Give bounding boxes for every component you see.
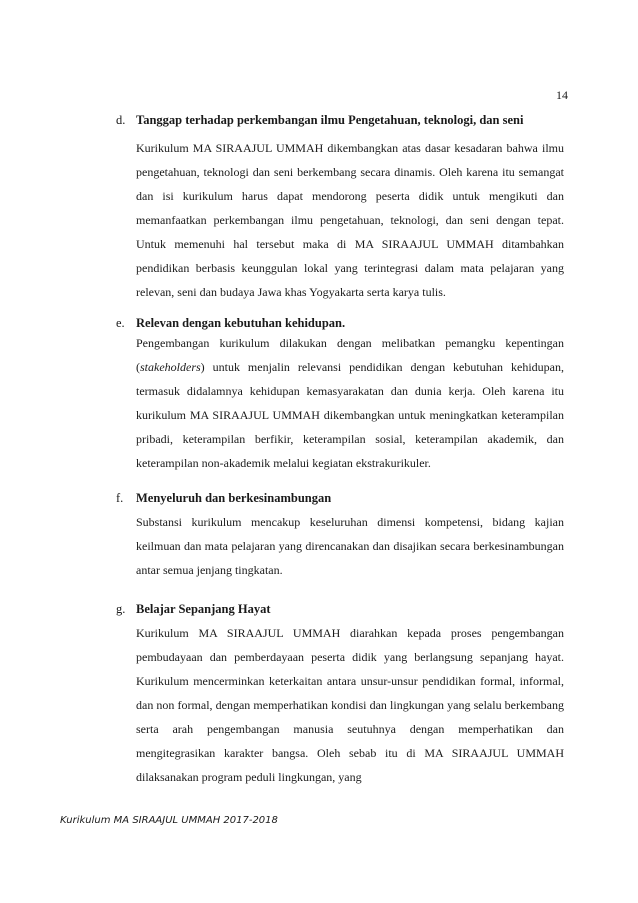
page-number: 14 xyxy=(556,88,568,102)
section-body: Kurikulum MA SIRAAJUL UMMAH diarahkan kepada proses pengembangan pembudayaan dan pemberdayaan peserta didik yang berlangsung sepanjang hayat. Kurikulum mencerminkan keterkaitan antara unsur-unsur pendidikan formal, informal, dan non formal, dengan memperhatikan kondisi dan lingkungan yang selalu berkembang serta arah pengembangan manusia seutuhnya dengan memperhatikan dan mengitegrasikan karakter bangsa. Oleh sebab itu di MA SIRAAJUL UMMAH dilaksanakan program peduli lingkungan, yang xyxy=(136,626,564,784)
section-heading xyxy=(116,112,564,128)
section-e xyxy=(116,315,564,475)
section-title: Relevan dengan kebutuhan kehidupan. xyxy=(136,316,346,330)
section-letter: g. xyxy=(116,602,126,616)
section-heading xyxy=(116,315,564,331)
body-text: Pengembangan kurikulum dilakukan dengan melibatkan pemangku kepentingan ( xyxy=(136,336,564,374)
body-italic-term: stakeholders xyxy=(140,360,201,374)
section-body xyxy=(136,331,564,475)
section-f xyxy=(116,490,564,582)
section-heading xyxy=(116,490,564,506)
section-body: Substansi kurikulum mencakup keseluruhan dimensi kompetensi, bidang kajian keilmuan dan mata pelajaran yang direncanakan dan disajikan secara berkesinambungan antar semua jenjang tingkatan. xyxy=(136,515,564,577)
section-letter: e. xyxy=(116,316,125,330)
section-body: Kurikulum MA SIRAAJUL UMMAH dikembangkan atas dasar kesadaran bahwa ilmu pengetahuan, teknologi dan seni berkembang secara dinamis. Oleh karena itu semangat dan isi kurikulum harus dapat mendorong peserta didik untuk mengikuti dan memanfaatkan perkembangan ilmu pengetahuan, teknologi, dan seni dengan tepat. Untuk memenuhi hal tersebut maka di MA SIRAAJUL UMMAH ditambahkan pendidikan berbasis keunggulan lokal yang terintegrasi dalam mata pelajaran yang relevan, seni dan budaya Jawa khas Yogyakarta serta karya tulis. xyxy=(136,141,564,299)
section-title: Belajar Sepanjang Hayat xyxy=(136,602,271,616)
section-heading xyxy=(116,601,564,617)
section-letter: f. xyxy=(116,491,124,505)
section-title: Menyeluruh dan berkesinambungan xyxy=(136,491,332,505)
page-footer: Kurikulum MA SIRAAJUL UMMAH 2017-2018 xyxy=(60,815,278,826)
section-title: Tanggap terhadap perkembangan ilmu Pengetahuan, teknologi, dan seni xyxy=(136,113,524,127)
body-text: ) untuk menjalin relevansi pendidikan dengan kebutuhan kehidupan, termasuk didalamnya kehidupan kemasyarakatan dan dunia kerja. Oleh karena itu kurikulum MA SIRAAJUL UMMAH dikembangkan untuk meningkatkan keterampilan pribadi, keterampilan berfikir, keterampilan sosial, keterampilan akademik, dan keterampilan non-akademik melalui kegiatan ekstrakurikuler. xyxy=(136,360,564,470)
section-d xyxy=(116,112,564,304)
section-letter: d. xyxy=(116,113,126,127)
section-g xyxy=(116,601,564,789)
